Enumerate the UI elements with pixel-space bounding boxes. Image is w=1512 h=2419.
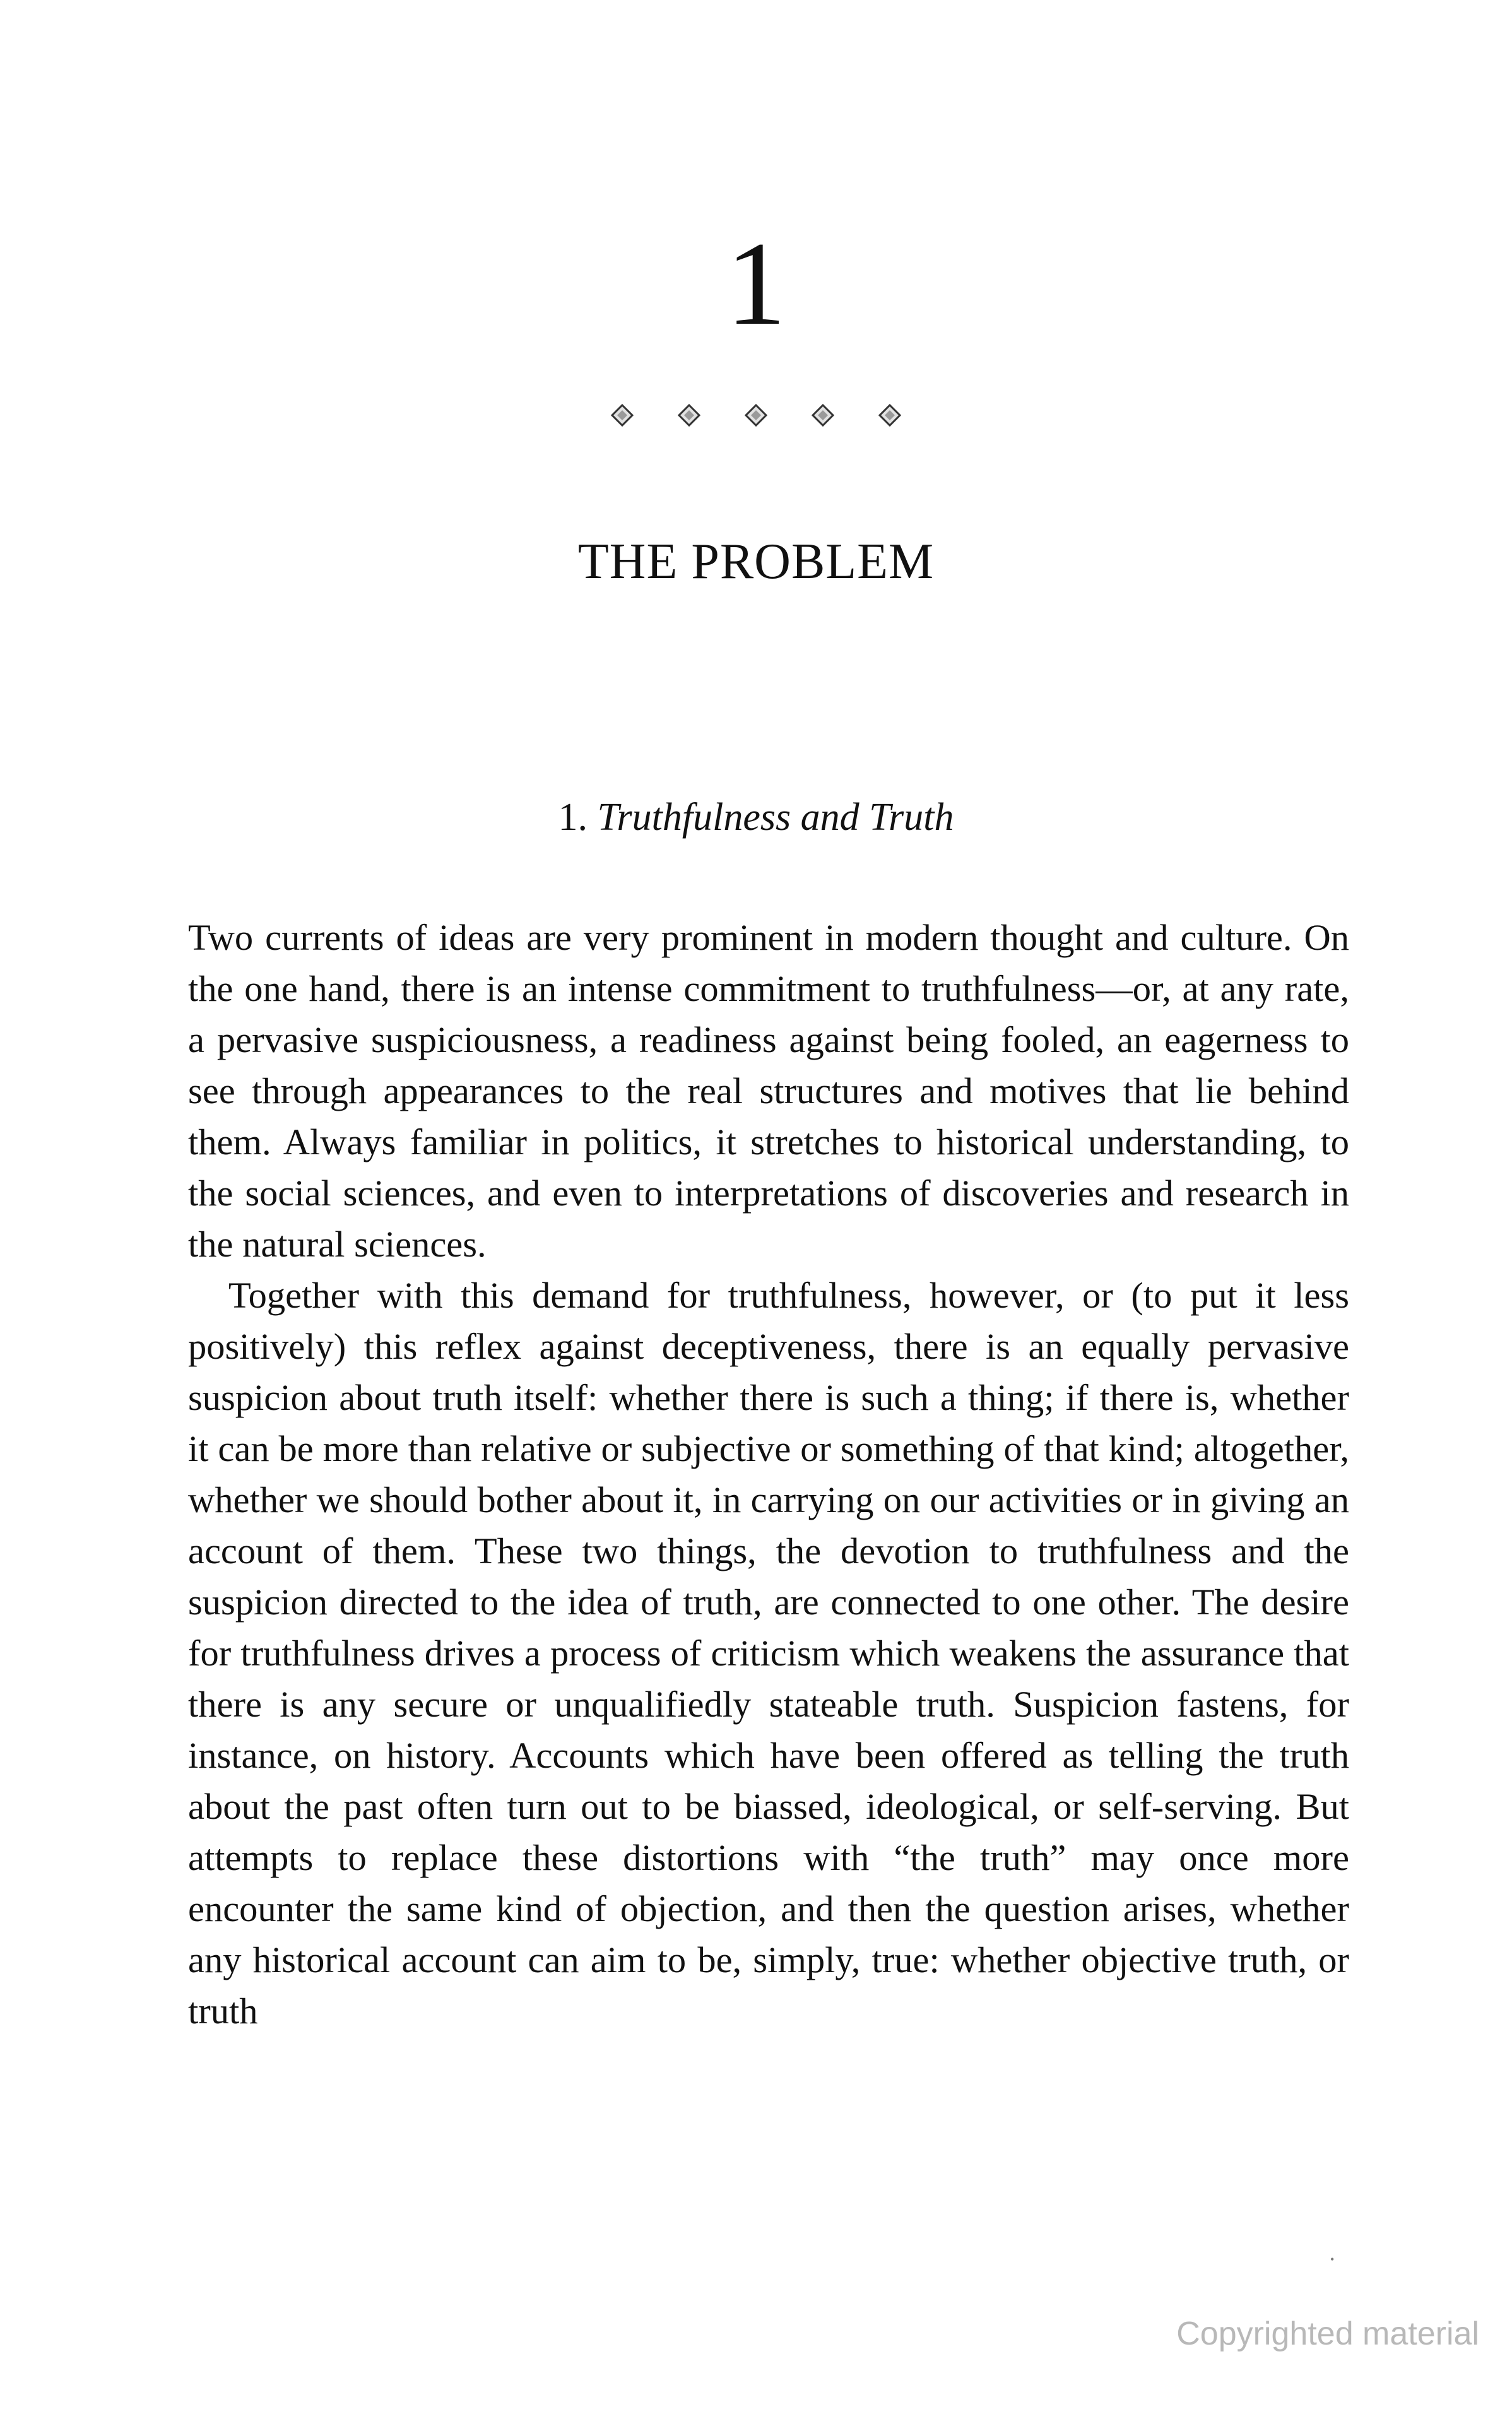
copyright-watermark: Copyrighted material	[1176, 2315, 1479, 2352]
section-title: Truthfulness and Truth	[597, 796, 954, 839]
diamond-ornament-icon	[678, 404, 700, 427]
chapter-title: THE PROBLEM	[577, 534, 935, 589]
scan-speck: •	[1330, 2253, 1335, 2266]
diamond-ornament-icon	[878, 404, 901, 427]
section-heading	[0, 792, 1512, 843]
body-text	[188, 912, 1349, 2037]
paragraph: Two currents of ideas are very prominent in modern thought and culture. On the one hand, there is an intense commitment to truthfulness—or, at any rate, a pervasive suspiciousness, a readiness against being fooled, an eagerness to see through appearances to the real structures and motives that lie behind them. Always familiar in politics, it stretches to historical understanding, to the social sciences, and even to interpretations of discoveries and research in the natural sciences.	[188, 917, 1349, 1265]
diamond-ornament-icon	[745, 404, 767, 427]
chapter-ornament-row	[0, 404, 1512, 442]
paragraph: Together with this demand for truthfulness, however, or (to put it less positively) this reflex against deceptiveness, there is an equally pervasive suspicion about truth itself: whether there is such a thing; if there is, whether it can be more than relative or subjective or something of that kind; altogether, whether we should bother about it, in carrying on our activities or in giving an account of them. These two things, the devotion to truthfulness and the suspicion directed to the idea of truth, are connected to one other. The desire for truthfulness drives a process of criticism which weakens the assurance that there is any secure or unqualifiedly stateable truth. Suspicion fastens, for instance, on history. Accounts which have been offered as telling the truth about the past often turn out to be biassed, ideological, or self-serving. But attempts to replace these distortions with “the truth” may once more encounter the same kind of objection, and then the question arises, whether any historical account can aim to be, simply, true: whether objective truth, or truth	[188, 1275, 1349, 2032]
diamond-ornament-icon	[812, 404, 834, 427]
diamond-ornament-icon	[611, 404, 634, 427]
section-number: 1.	[558, 796, 588, 839]
chapter-number: 1	[726, 218, 786, 350]
